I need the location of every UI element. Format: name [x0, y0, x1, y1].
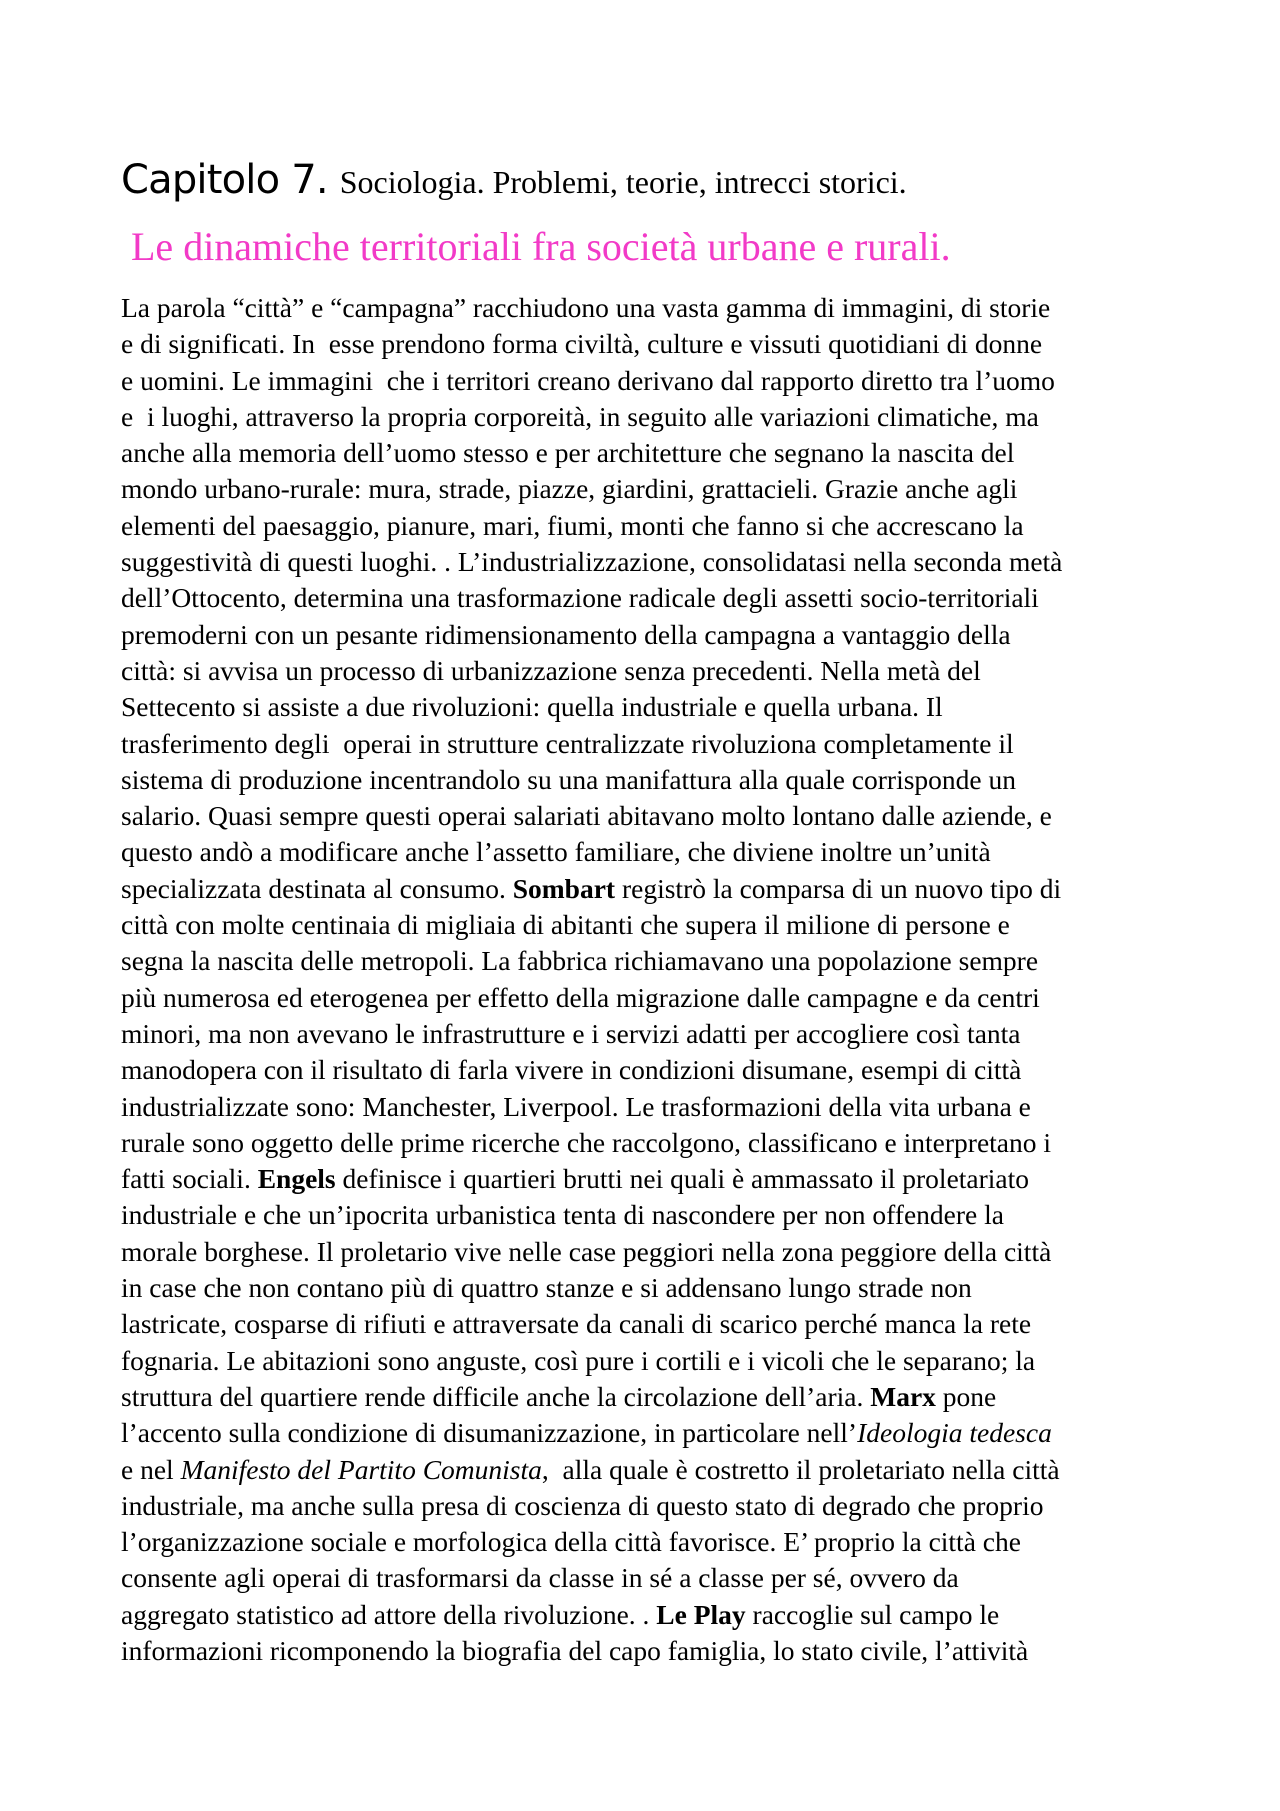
- text-segment: città: si avvisa un processo di urbanizzazione senza precedenti. Nella metà del: [121, 654, 981, 686]
- body-paragraph: [121, 290, 1201, 1669]
- text-line: [121, 726, 1201, 762]
- text-line: [121, 1488, 1201, 1524]
- bold-author-name: Marx: [870, 1380, 936, 1412]
- text-segment: lastricate, cosparse di rifiuti e attraversate da canali di scarico perché manca la rete: [121, 1308, 1032, 1340]
- text-line: [121, 1125, 1201, 1161]
- text-segment: definisce i quartieri brutti nei quali è ammassato il proletariato: [335, 1163, 1030, 1195]
- bold-author-name: Le Play: [656, 1598, 746, 1630]
- text-line: [121, 471, 1201, 507]
- text-segment: l’accento sulla condizione di disumanizzazione, in particolare nell’: [121, 1417, 858, 1449]
- text-line: [121, 943, 1201, 979]
- text-segment: , alla quale è costretto il proletariato nella città: [541, 1453, 1060, 1485]
- text-line: [121, 290, 1201, 326]
- text-line: [121, 1379, 1201, 1415]
- text-segment: in case che non contano più di quattro stanze e si addensano lungo strade non: [121, 1272, 972, 1304]
- text-segment: morale borghese. Il proletario vive nelle case peggiori nella zona peggiore della città: [121, 1235, 1052, 1267]
- text-line: [121, 653, 1201, 689]
- text-segment: industriale e che un’ipocrita urbanistica tenta di nascondere per non offendere la: [121, 1199, 1004, 1231]
- text-segment: La parola “città” e “campagna” racchiudono una vasta gamma di immagini, di storie: [121, 292, 1051, 323]
- text-line: [121, 871, 1201, 907]
- text-segment: e di significati. In esse prendono forma civiltà, culture e vissuti quotidiani di donne: [121, 328, 1043, 360]
- italic-work-title: Ideologia tedesca: [857, 1417, 1052, 1449]
- text-line: [121, 1161, 1201, 1197]
- text-line: [121, 1089, 1201, 1125]
- text-line: [121, 798, 1201, 834]
- italic-work-title: Manifesto del Partito Comunista: [180, 1453, 542, 1485]
- text-segment: l’organizzazione sociale e morfologica della città favorisce. E’ proprio la città che: [121, 1526, 1021, 1558]
- text-segment: informazioni ricomponendo la biografia del capo famiglia, lo stato civile, l’attività: [121, 1634, 1029, 1666]
- text-line: [121, 399, 1201, 435]
- text-segment: salario. Quasi sempre questi operai salariati abitavano molto lontano dalle aziende, e: [121, 800, 1052, 832]
- text-line: [121, 1560, 1201, 1596]
- text-line: [121, 980, 1201, 1016]
- text-segment: industriale, ma anche sulla presa di coscienza di questo stato di degrado che proprio: [121, 1489, 1044, 1521]
- text-line: [121, 834, 1201, 870]
- text-segment: rurale sono oggetto delle prime ricerche che raccolgono, classificano e interpretano i: [121, 1126, 1052, 1158]
- text-segment: più numerosa ed eterogenea per effetto della migrazione dalle campagne e da centri: [121, 981, 1040, 1013]
- text-segment: suggestività di questi luoghi. . L’industrializzazione, consolidatasi nella seconda metà: [121, 546, 1063, 578]
- text-segment: registrò la comparsa di un nuovo tipo di: [615, 872, 1062, 904]
- text-segment: città con molte centinaia di migliaia di abitanti che supera il milione di persone e: [121, 909, 1010, 941]
- text-line: [121, 508, 1201, 544]
- text-line: [121, 544, 1201, 580]
- text-segment: Settecento si assiste a due rivoluzioni: quella industriale e quella urbana. Il: [121, 691, 943, 723]
- text-line: [121, 689, 1201, 725]
- bold-author-name: Engels: [257, 1163, 336, 1195]
- section-title: Le dinamiche territoriali fra società urbane e rurali.: [131, 224, 951, 269]
- text-segment: e nel: [121, 1453, 181, 1485]
- text-segment: industrializzate sono: Manchester, Liverpool. Le trasformazioni della vita urbana e: [121, 1090, 1031, 1122]
- text-segment: sistema di produzione incentrandolo su una manifattura alla quale corrisponde un: [121, 763, 1016, 795]
- text-line: [121, 1197, 1201, 1233]
- text-segment: premoderni con un pesante ridimensionamento della campagna a vantaggio della: [121, 618, 1011, 650]
- text-line: [121, 1633, 1201, 1669]
- bold-author-name: Sombart: [512, 872, 616, 904]
- text-segment: questo andò a modificare anche l’assetto familiare, che diviene inoltre un’unità: [121, 836, 991, 868]
- text-line: [121, 1524, 1201, 1560]
- text-line: [121, 1415, 1201, 1451]
- text-segment: elementi del paesaggio, pianure, mari, fiumi, monti che fanno si che accrescano la: [121, 509, 1024, 541]
- text-line: [121, 907, 1201, 943]
- text-segment: e uomini. Le immagini che i territori creano derivano dal rapporto diretto tra l’uomo: [121, 364, 1055, 396]
- text-line: [121, 1234, 1201, 1270]
- text-segment: fatti sociali.: [121, 1163, 258, 1195]
- text-segment: mondo urbano-rurale: mura, strade, piazze, giardini, grattacieli. Grazie anche agli: [121, 473, 1018, 505]
- text-segment: aggregato statistico ad attore della rivoluzione. .: [121, 1598, 657, 1630]
- text-segment: e i luoghi, attraverso la propria corporeità, in seguito alle variazioni climatiche, ma: [121, 400, 1039, 432]
- text-segment: minori, ma non avevano le infrastrutture e i servizi adatti per accogliere così tanta: [121, 1017, 1021, 1049]
- text-segment: pone: [935, 1380, 997, 1412]
- chapter-label: Capitolo 7.: [121, 157, 328, 203]
- text-segment: segna la nascita delle metropoli. La fabbrica richiamavano una popolazione sempre: [121, 945, 1039, 977]
- text-segment: specializzata destinata al consumo.: [121, 872, 513, 904]
- text-line: [121, 1016, 1201, 1052]
- chapter-heading: [121, 150, 1181, 212]
- text-line: [121, 1052, 1201, 1088]
- text-line: [121, 1270, 1201, 1306]
- text-line: [121, 363, 1201, 399]
- text-segment: anche alla memoria dell’uomo stesso e per architetture che segnano la nascita del: [121, 437, 1015, 469]
- text-line: [121, 1597, 1201, 1633]
- text-segment: trasferimento degli operai in strutture centralizzate rivoluziona completamente il: [121, 727, 1014, 759]
- text-segment: manodopera con il risultato di farla vivere in condizioni disumane, esempi di città: [121, 1054, 1022, 1086]
- text-line: [121, 617, 1201, 653]
- text-segment: raccoglie sul campo le: [745, 1598, 1000, 1630]
- text-line: [121, 326, 1201, 362]
- text-line: [121, 580, 1201, 616]
- text-segment: struttura del quartiere rende difficile anche la circolazione dell’aria.: [121, 1380, 871, 1412]
- chapter-subtitle: Sociologia. Problemi, teorie, intrecci storici.: [339, 164, 907, 200]
- text-segment: consente agli operai di trasformarsi da classe in sé a classe per sé, ovvero da: [121, 1562, 959, 1594]
- text-line: [121, 435, 1201, 471]
- text-line: [121, 1452, 1201, 1488]
- text-line: [121, 1306, 1201, 1342]
- text-line: [121, 762, 1201, 798]
- text-segment: fognaria. Le abitazioni sono anguste, così pure i cortili e i vicoli che le separano; la: [121, 1344, 1036, 1376]
- text-line: [121, 1343, 1201, 1379]
- text-segment: dell’Ottocento, determina una trasformazione radicale degli assetti socio-territoriali: [121, 582, 1039, 614]
